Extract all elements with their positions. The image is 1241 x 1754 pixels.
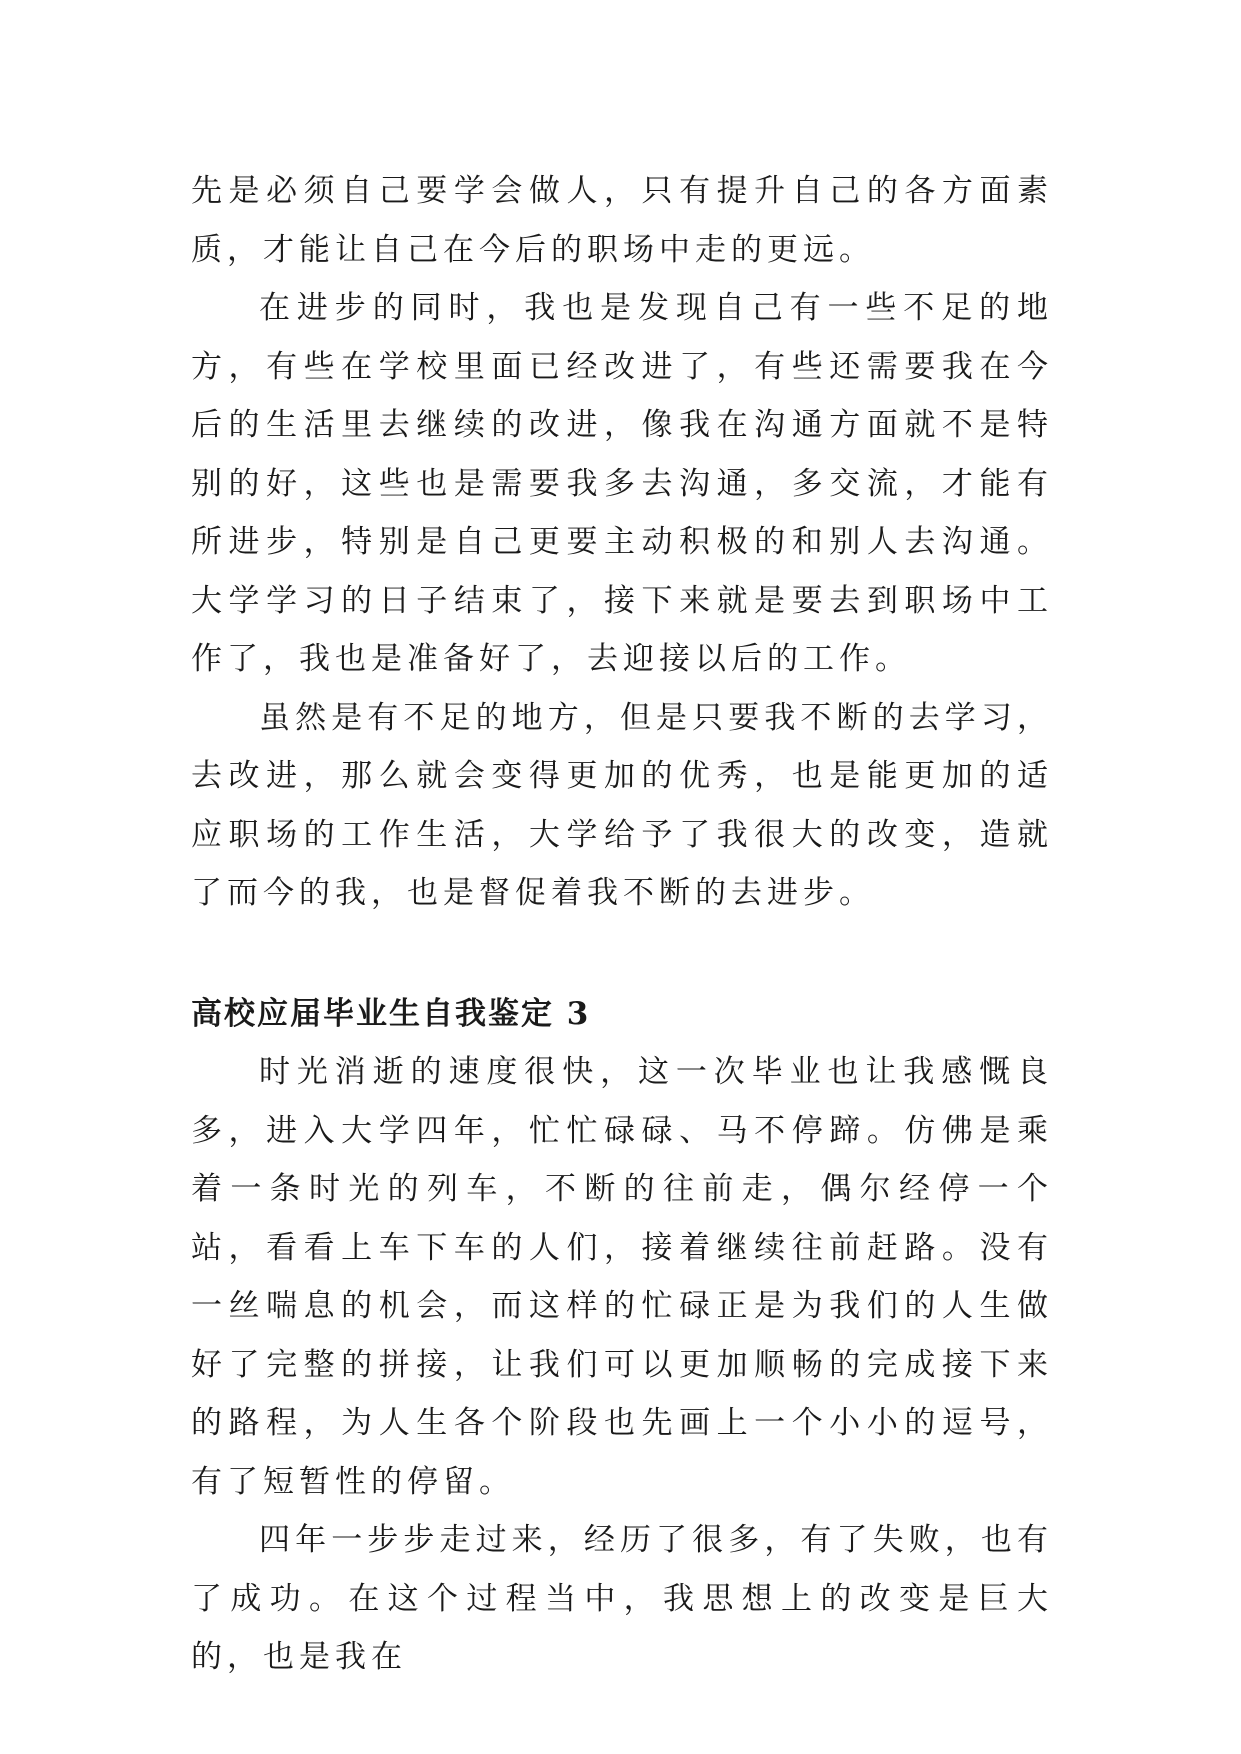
document-body: [191, 162, 1053, 1687]
section-spacer: [191, 923, 1053, 985]
paragraph-shortcomings: 在进步的同时，我也是发现自己有一些不足的地方，有些在学校里面已经改进了，有些还需要我在今后的生活里去继续的改进，像我在沟通方面就不是特别的好，这些也是需要我多去沟通，多交流，才能有所进步，特别是自己更要主动积极的和别人去沟通。大学学习的日子结束了，接下来就是要去到职场中工作了，我也是准备好了，去迎接以后的工作。: [191, 290, 1053, 677]
paragraph-four-years: 四年一步步走过来，经历了很多，有了失败，也有了成功。在这个过程当中，我思想上的改变是巨大的，也是我在: [191, 1522, 1053, 1675]
section-heading: 高校应届毕业生自我鉴定 3: [191, 995, 591, 1032]
paragraph-improvement: 虽然是有不足的地方，但是只要我不断的去学习，去改进，那么就会变得更加的优秀，也是能更加的适应职场的工作生活，大学给予了我很大的改变，造就了而今的我，也是督促着我不断的去进步。: [191, 699, 1053, 911]
paragraph-time-passing: 时光消逝的速度很快，这一次毕业也让我感慨良多，进入大学四年，忙忙碌碌、马不停蹄。仿佛是乘着一条时光的列车，不断的往前走，偶尔经停一个站，看看上车下车的人们，接着继续往前赶路。没有一丝喘息的机会，而这样的忙碌正是为我们的人生做好了完整的拼接，让我们可以更加顺畅的完成接下来的路程，为人生各个阶段也先画上一个小小的逗号，有了短暂性的停留。: [191, 1054, 1053, 1500]
paragraph-continuation: 先是必须自己要学会做人，只有提升自己的各方面素质，才能让自己在今后的职场中走的更远。: [191, 173, 1053, 268]
